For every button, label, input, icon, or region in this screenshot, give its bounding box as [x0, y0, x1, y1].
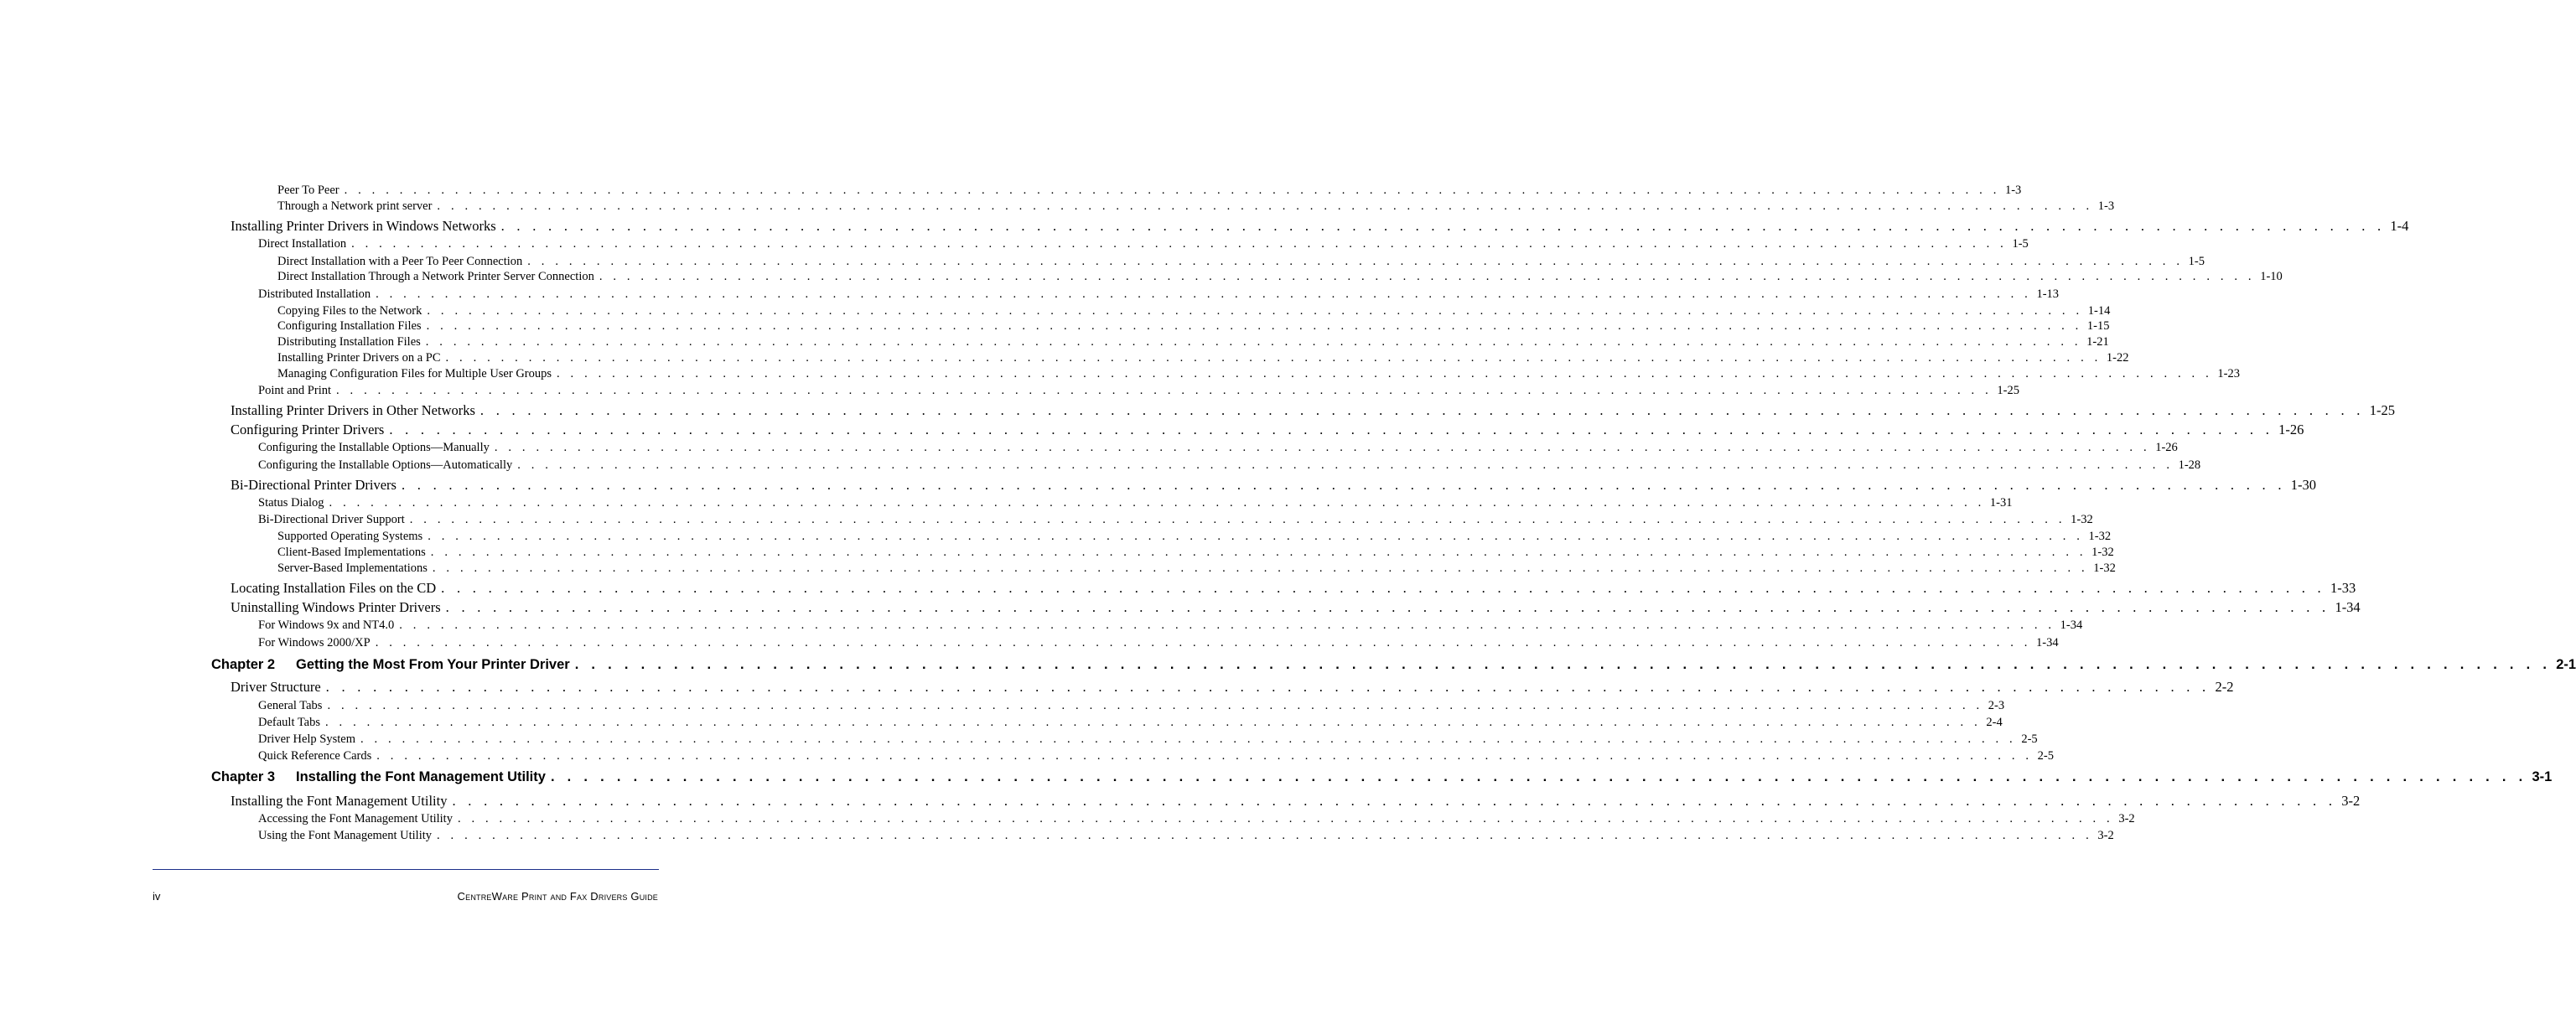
toc-entry[interactable] [231, 580, 2356, 597]
toc-entry[interactable] [277, 530, 2112, 544]
toc-leader-dots: . . . . . . . . . . . . . . . . . . . . . . . . . . . . . . . . . . . . . . . . . . . . . . . . . . . . . . . . . . . . . . . . . . . . . . . . . . . . . . . . . . . . . . . . . . . . . . . . . . . . . . . . . . . . . . . . . . . . . . . . [432, 561, 2089, 575]
toc-entry[interactable] [258, 384, 2019, 398]
toc-leader-dots: . . . . . . . . . . . . . . . . . . . . . . . . . . . . . . . . . . . . . . . . . . . . . . . . . . . . . . . . . . . . . . . . . . . . . . . . . . . . . . . . . . . . . . . . . . . . . . . . . . . . . . . . . . . . . . . . . . . . . . . . [426, 319, 2082, 333]
toc-leader-dots: . . . . . . . . . . . . . . . . . . . . . . . . . . . . . . . . . . . . . . . . . . . . . . . . . . . . . . . . . . . . . . . . . . . . . . . . . . . . . . . . . . . . . . . . . . . . . . . . . . . . . . . . . . . . . . . . . . . . . . . . [427, 304, 2083, 318]
toc-entry-title: Getting the Most From Your Printer Driver [296, 657, 570, 672]
toc-leader-dots: . . . . . . . . . . . . . . . . . . . . . . . . . . . . . . . . . . . . . . . . . . . . . . . . . . . . . . . . . . . . . . . . . . . . . . . . . . . . . . . . . . . . . . . . . . . . . . . . . . . . . . . . . . . . . . . . . . . . . . . . [452, 793, 2337, 809]
footer-rule [153, 869, 659, 870]
toc-entry-title: General Tabs [258, 699, 323, 712]
toc-entry[interactable] [258, 237, 2029, 251]
toc-page-number: 1-32 [2093, 561, 2116, 575]
toc-page-number: 3-2 [2341, 793, 2361, 809]
toc-entry-title: Distributing Installation Files [277, 335, 421, 349]
toc-leader-dots: . . . . . . . . . . . . . . . . . . . . . . . . . . . . . . . . . . . . . . . . . . . . . . . . . . . . . . . . . . . . . . . . . . . . . . . . . . . . . . . . . . . . . . . . . . . . . . . . . . . . . . . . . . . . . . . . . . . . . . . . [375, 636, 2032, 649]
toc-entry-title: Installing Printer Drivers in Other Networks [231, 402, 475, 418]
toc-page-number: 2-3 [1988, 699, 2005, 712]
toc-page-number: 1-32 [2071, 513, 2093, 526]
toc-entry-title: Direct Installation with a Peer To Peer Connection [277, 255, 523, 268]
toc-entry-title: Default Tabs [258, 716, 321, 729]
toc-chapter-number: Chapter 2 [211, 657, 276, 672]
toc-entry[interactable] [277, 367, 2240, 381]
toc-leader-dots: . . . . . . . . . . . . . . . . . . . . . . . . . . . . . . . . . . . . . . . . . . . . . . . . . . . . . . . . . . . . . . . . . . . . . . . . . . . . . . . . . . . . . . . . . . . . . . . . . . . . . . . . . . . . . . . . . . . . . . . . [457, 812, 2114, 825]
toc-entry-title: For Windows 2000/XP [258, 636, 371, 649]
toc-entry-title: Installing Printer Drivers in Windows Networks [231, 218, 496, 234]
toc-entry-title: Quick Reference Cards [258, 749, 372, 763]
toc-page-number: 2-1 [2556, 657, 2576, 672]
toc-page-number: 1-3 [2004, 184, 2022, 197]
toc-entry[interactable] [231, 599, 2361, 616]
toc-entry-title: Configuring the Installable Options—Manually [258, 441, 490, 454]
toc-entry-title: Installing the Font Management Utility [231, 793, 448, 809]
toc-leader-dots: . . . . . . . . . . . . . . . . . . . . . . . . . . . . . . . . . . . . . . . . . . . . . . . . . . . . . . . . . . . . . . . . . . . . . . . . . . . . . . . . . . . . . . . . . . . . . . . . . . . . . . . . . . . . . . . . . . . . . . . . [437, 199, 2093, 213]
toc-entry-title: Supported Operating Systems [277, 530, 423, 543]
toc-entry[interactable] [277, 270, 2283, 284]
toc-leader-dots: . . . . . . . . . . . . . . . . . . . . . . . . . . . . . . . . . . . . . . . . . . . . . . . . . . . . . . . . . . . . . . . . . . . . . . . . . . . . . . . . . . . . . . . . . . . . . . . . . . . . . . . . . . . . . . . . . . . . . . . . [376, 287, 2032, 301]
toc-entry-title: Installing the Font Management Utility [296, 769, 546, 784]
toc-entry-title: Using the Font Management Utility [258, 829, 433, 842]
toc-leader-dots: . . . . . . . . . . . . . . . . . . . . . . . . . . . . . . . . . . . . . . . . . . . . . . . . . . . . . . . . . . . . . . . . . . . . . . . . . . . . . . . . . . . . . . . . . . . . . . . . . . . . . . . . . . . . . . . . . . . . . . . . [500, 218, 2386, 234]
toc-entry[interactable] [231, 402, 2395, 419]
toc-page-number: 1-33 [2330, 580, 2356, 596]
toc-leader-dots: . . . . . . . . . . . . . . . . . . . . . . . . . . . . . . . . . . . . . . . . . . . . . . . . . . . . . . . . . . . . . . . . . . . . . . . . . . . . . . . . . . . . . . . . . . . . . . . . . . . . . . . . . . . . . . . . . . . . . . . . [351, 237, 2008, 251]
toc-entry[interactable] [231, 422, 2304, 438]
toc-entry[interactable] [277, 184, 2022, 198]
toc-entry[interactable] [277, 199, 2115, 214]
toc-page-number: 2-2 [2215, 679, 2234, 695]
toc-page-number: 2-5 [2037, 749, 2054, 763]
toc-entry[interactable] [231, 793, 2361, 810]
toc-entry[interactable] [258, 618, 2083, 633]
toc-leader-dots: . . . . . . . . . . . . . . . . . . . . . . . . . . . . . . . . . . . . . . . . . . . . . . . . . . . . . . . . . . . . . . . . . . . . . . . . . . . . . . . . . . . . . . . . . . . . . . . . . . . . . . . . . . . . . . . . . . . . . . . . [325, 716, 1982, 729]
toc-leader-dots: . . . . . . . . . . . . . . . . . . . . . . . . . . . . . . . . . . . . . . . . . . . . . . . . . . . . . . . . . . . . . . . . . . . . . . . . . . . . . . . . . . . . . . . . . . . . . . . . . . . . . . . . . . . . . . . . . . . . . . . . [401, 477, 2286, 493]
toc-leader-dots: . . . . . . . . . . . . . . . . . . . . . . . . . . . . . . . . . . . . . . . . . . . . . . . . . . . . . . . . . . . . . . . . . . . . . . . . . . . . . . . . . . . . . . . . . . . . . . . . . . . . . . . . . . . . . . . . . . . . . . . . [336, 384, 1993, 397]
toc-entry-title: Copying Files to the Network [277, 304, 422, 318]
toc-entry-title: Bi-Directional Printer Drivers [231, 477, 397, 493]
toc-page-number: 1-26 [2155, 441, 2178, 454]
toc-leader-dots: . . . . . . . . . . . . . . . . . . . . . . . . . . . . . . . . . . . . . . . . . . . . . . . . . . . . . . . . . . . . . . . . . . . . . . . . . . . . . . . . . . . . . . . . . . . . . . . . . . . . . . . . . . . . . . . . . . . . . . . . [360, 732, 2017, 746]
toc-chapter-entry[interactable] [211, 657, 2576, 673]
toc-entry-title: Point and Print [258, 384, 332, 397]
toc-entry[interactable] [258, 699, 2005, 713]
toc-entry[interactable] [258, 812, 2135, 826]
toc-page-number: 1-32 [2088, 530, 2112, 543]
toc-entry[interactable] [258, 716, 2003, 730]
toc-entry-title: Direct Installation Through a Network Printer Server Connection [277, 270, 594, 283]
toc-page-number: 1-25 [1997, 384, 2019, 397]
toc-leader-dots: . . . . . . . . . . . . . . . . . . . . . . . . . . . . . . . . . . . . . . . . . . . . . . . . . . . . . . . . . . . . . . . . . . . . . . . . . . . . . . . . . . . . . . . . . . . . . . . . . . . . . . . . . . . . . . . . . . . . . . . . [409, 513, 2066, 526]
toc-entry-title: Distributed Installation [258, 287, 371, 301]
toc-page-number: 1-31 [1989, 496, 2013, 510]
toc-page-number: 1-3 [2097, 199, 2115, 213]
toc-entry-title: Direct Installation [258, 237, 347, 251]
toc-entry-title: Driver Structure [231, 679, 321, 695]
toc-entry[interactable] [258, 441, 2178, 455]
toc-entry-title: Uninstalling Windows Printer Drivers [231, 599, 441, 615]
toc-leader-dots: . . . . . . . . . . . . . . . . . . . . . . . . . . . . . . . . . . . . . . . . . . . . . . . . . . . . . . . . . . . . . . . . . . . . . . . . . . . . . . . . . . . . . . . . . . . . . . . . . . . . . . . . . . . . . . . . . . . . . . . . [389, 422, 2274, 437]
toc-entry[interactable] [231, 218, 2409, 235]
toc-entry[interactable] [277, 304, 2111, 318]
toc-entry[interactable] [277, 335, 2109, 349]
toc-page-number: 1-5 [2188, 255, 2205, 268]
toc-leader-dots: . . . . . . . . . . . . . . . . . . . . . . . . . . . . . . . . . . . . . . . . . . . . . . . . . . . . . . . . . . . . . . . . . . . . . . . . . . . . . . . . . . . . . . . . . . . . . . . . . . . . . . . . . . . . . . . . . . . . . . . . [479, 402, 2365, 418]
toc-page-number: 3-2 [2118, 812, 2135, 825]
toc-entry-title: Installing Printer Drivers on a PC [277, 351, 441, 365]
toc-leader-dots: . . . . . . . . . . . . . . . . . . . . . . . . . . . . . . . . . . . . . . . . . . . . . . . . . . . . . . . . . . . . . . . . . . . . . . . . . . . . . . . . . . . . . . . . . . . . . . . . . . . . . . . . . . . . . . . . . . . . . . . . [445, 351, 2102, 365]
toc-entry-title: Configuring the Installable Options—Automatically [258, 458, 513, 472]
toc-chapter-entry[interactable] [211, 769, 2553, 785]
toc-page-number: 1-34 [2335, 599, 2361, 615]
toc-entry[interactable] [258, 513, 2093, 527]
toc-page-number: 1-13 [2036, 287, 2060, 301]
toc-entry-title: Status Dialog [258, 496, 324, 510]
toc-page-number: 2-4 [1986, 716, 2003, 729]
toc-leader-dots: . . . . . . . . . . . . . . . . . . . . . . . . . . . . . . . . . . . . . . . . . . . . . . . . . . . . . . . . . . . . . . . . . . . . . . . . . . . . . . . . . . . . . . . . . . . . . . . . . . . . . . . . . . . . . . . . . . . . . . . . [428, 530, 2084, 543]
toc-page-number: 1-23 [2217, 367, 2240, 380]
toc-page-number: 1-4 [2390, 218, 2409, 234]
toc-leader-dots: . . . . . . . . . . . . . . . . . . . . . . . . . . . . . . . . . . . . . . . . . . . . . . . . . . . . . . . . . . . . . . . . . . . . . . . . . . . . . . . . . . . . . . . . . . . . . . . . . . . . . . . . . . . . . . . . . . . . . . . . [425, 335, 2082, 349]
toc-entry-title: Server-Based Implementations [277, 561, 428, 575]
toc-entry[interactable] [277, 255, 2205, 269]
toc-entry-title: For Windows 9x and NT4.0 [258, 618, 395, 632]
toc-entry[interactable] [258, 636, 2059, 650]
toc-entry[interactable] [258, 829, 2114, 843]
toc-entry[interactable] [258, 732, 2038, 747]
toc-page-number: 1-25 [2369, 402, 2395, 418]
toc-entry[interactable] [258, 496, 2013, 510]
toc-entry[interactable] [231, 679, 2234, 696]
toc-entry-title: Peer To Peer [277, 184, 339, 197]
toc-entry[interactable] [258, 458, 2201, 473]
toc-page-number: 1-34 [2060, 618, 2083, 632]
toc-entry[interactable] [258, 749, 2054, 763]
footer-guide-title: CentreWare Print and Fax Drivers Guide [457, 890, 658, 903]
toc-page-number: 1-10 [2260, 270, 2283, 283]
toc-page-number: 1-34 [2036, 636, 2059, 649]
toc-entry-title: Accessing the Font Management Utility [258, 812, 453, 825]
toc-leader-dots: . . . . . . . . . . . . . . . . . . . . . . . . . . . . . . . . . . . . . . . . . . . . . . . . . . . . . . . . . . . . . . . . . . . . . . . . . . . . . . . . . . . . . . . . . . . . . . . . . . . . . . . . . . . . . . . . . . . . . . . . [327, 699, 1983, 712]
toc-leader-dots: . . . . . . . . . . . . . . . . . . . . . . . . . . . . . . . . . . . . . . . . . . . . . . . . . . . . . . . . . . . . . . . . . . . . . . . . . . . . . . . . . . . . . . . . . . . . . . . . . . . . . . . . . . . . . . . . . . . . . . . . [437, 829, 2093, 842]
toc-leader-dots: . . . . . . . . . . . . . . . . . . . . . . . . . . . . . . . . . . . . . . . . . . . . . . . . . . . . . . . . . . . . . . . . . . . . . . . . . . . . . . . . . . . . . . . . . . . . . . . . . . . . . . . . . . . . . . . . . . . . . . . . [574, 657, 2552, 672]
toc-page-number: 1-22 [2106, 351, 2129, 365]
toc-entry[interactable] [258, 287, 2060, 302]
toc-page-number: 3-1 [2532, 769, 2553, 784]
toc-page-number: 1-21 [2086, 335, 2109, 349]
toc-entry-title: Driver Help System [258, 732, 355, 746]
footer-page-number: iv [153, 890, 161, 903]
toc-page-number: 1-15 [2086, 319, 2110, 333]
toc-leader-dots: . . . . . . . . . . . . . . . . . . . . . . . . . . . . . . . . . . . . . . . . . . . . . . . . . . . . . . . . . . . . . . . . . . . . . . . . . . . . . . . . . . . . . . . . . . . . . . . . . . . . . . . . . . . . . . . . . . . . . . . . [329, 496, 1985, 510]
toc-leader-dots: . . . . . . . . . . . . . . . . . . . . . . . . . . . . . . . . . . . . . . . . . . . . . . . . . . . . . . . . . . . . . . . . . . . . . . . . . . . . . . . . . . . . . . . . . . . . . . . . . . . . . . . . . . . . . . . . . . . . . . . . [517, 458, 2174, 472]
toc-page-number: 1-30 [2290, 477, 2316, 493]
toc-page-number: 2-5 [2021, 732, 2038, 746]
toc-page-number: 1-28 [2178, 458, 2201, 472]
toc-entry-title: Through a Network print server [277, 199, 433, 213]
toc-page-number: 1-14 [2087, 304, 2111, 318]
toc-leader-dots: . . . . . . . . . . . . . . . . . . . . . . . . . . . . . . . . . . . . . . . . . . . . . . . . . . . . . . . . . . . . . . . . . . . . . . . . . . . . . . . . . . . . . . . . . . . . . . . . . . . . . . . . . . . . . . . . . . . . . . . . [344, 184, 2000, 197]
toc-leader-dots: . . . . . . . . . . . . . . . . . . . . . . . . . . . . . . . . . . . . . . . . . . . . . . . . . . . . . . . . . . . . . . . . . . . . . . . . . . . . . . . . . . . . . . . . . . . . . . . . . . . . . . . . . . . . . . . . . . . . . . . . [527, 255, 2184, 268]
toc-entry-title: Managing Configuration Files for Multiple User Groups [277, 367, 552, 380]
toc-chapter-number: Chapter 3 [211, 769, 276, 784]
toc-entry-title: Client-Based Implementations [277, 546, 426, 559]
toc-leader-dots: . . . . . . . . . . . . . . . . . . . . . . . . . . . . . . . . . . . . . . . . . . . . . . . . . . . . . . . . . . . . . . . . . . . . . . . . . . . . . . . . . . . . . . . . . . . . . . . . . . . . . . . . . . . . . . . . . . . . . . . . [430, 546, 2087, 559]
toc-entry-title: Locating Installation Files on the CD [231, 580, 437, 596]
toc-entry[interactable] [277, 546, 2114, 560]
toc-leader-dots: . . . . . . . . . . . . . . . . . . . . . . . . . . . . . . . . . . . . . . . . . . . . . . . . . . . . . . . . . . . . . . . . . . . . . . . . . . . . . . . . . . . . . . . . . . . . . . . . . . . . . . . . . . . . . . . . . . . . . . . . [599, 270, 2256, 283]
toc-leader-dots: . . . . . . . . . . . . . . . . . . . . . . . . . . . . . . . . . . . . . . . . . . . . . . . . . . . . . . . . . . . . . . . . . . . . . . . . . . . . . . . . . . . . . . . . . . . . . . . . . . . . . . . . . . . . . . . . . . . . . . . . [557, 367, 2213, 380]
toc-page-number: 1-26 [2278, 422, 2304, 437]
toc-leader-dots: . . . . . . . . . . . . . . . . . . . . . . . . . . . . . . . . . . . . . . . . . . . . . . . . . . . . . . . . . . . . . . . . . . . . . . . . . . . . . . . . . . . . . . . . . . . . . . . . . . . . . . . . . . . . . . . . . . . . . . . . [325, 679, 2211, 695]
toc-entry-title: Bi-Directional Driver Support [258, 513, 405, 526]
toc-leader-dots: . . . . . . . . . . . . . . . . . . . . . . . . . . . . . . . . . . . . . . . . . . . . . . . . . . . . . . . . . . . . . . . . . . . . . . . . . . . . . . . . . . . . . . . . . . . . . . . . . . . . . . . . . . . . . . . . . . . . . . . . [550, 769, 2527, 784]
toc-entry[interactable] [231, 477, 2316, 494]
toc-entry-title: Configuring Printer Drivers [231, 422, 385, 437]
toc-page-number: 1-5 [2012, 237, 2029, 251]
toc-entry[interactable] [277, 351, 2129, 365]
toc-page-number: 1-32 [2091, 546, 2114, 559]
toc-page-number: 3-2 [2097, 829, 2114, 842]
toc-entry[interactable] [277, 319, 2110, 334]
toc-entry[interactable] [277, 561, 2116, 576]
toc-entry-title: Configuring Installation Files [277, 319, 422, 333]
toc-leader-dots: . . . . . . . . . . . . . . . . . . . . . . . . . . . . . . . . . . . . . . . . . . . . . . . . . . . . . . . . . . . . . . . . . . . . . . . . . . . . . . . . . . . . . . . . . . . . . . . . . . . . . . . . . . . . . . . . . . . . . . . . [399, 618, 2055, 632]
toc-leader-dots: . . . . . . . . . . . . . . . . . . . . . . . . . . . . . . . . . . . . . . . . . . . . . . . . . . . . . . . . . . . . . . . . . . . . . . . . . . . . . . . . . . . . . . . . . . . . . . . . . . . . . . . . . . . . . . . . . . . . . . . . [376, 749, 2033, 763]
toc-leader-dots: . . . . . . . . . . . . . . . . . . . . . . . . . . . . . . . . . . . . . . . . . . . . . . . . . . . . . . . . . . . . . . . . . . . . . . . . . . . . . . . . . . . . . . . . . . . . . . . . . . . . . . . . . . . . . . . . . . . . . . . . [494, 441, 2151, 454]
toc-leader-dots: . . . . . . . . . . . . . . . . . . . . . . . . . . . . . . . . . . . . . . . . . . . . . . . . . . . . . . . . . . . . . . . . . . . . . . . . . . . . . . . . . . . . . . . . . . . . . . . . . . . . . . . . . . . . . . . . . . . . . . . . [441, 580, 2325, 596]
toc-leader-dots: . . . . . . . . . . . . . . . . . . . . . . . . . . . . . . . . . . . . . . . . . . . . . . . . . . . . . . . . . . . . . . . . . . . . . . . . . . . . . . . . . . . . . . . . . . . . . . . . . . . . . . . . . . . . . . . . . . . . . . . . [445, 599, 2330, 615]
